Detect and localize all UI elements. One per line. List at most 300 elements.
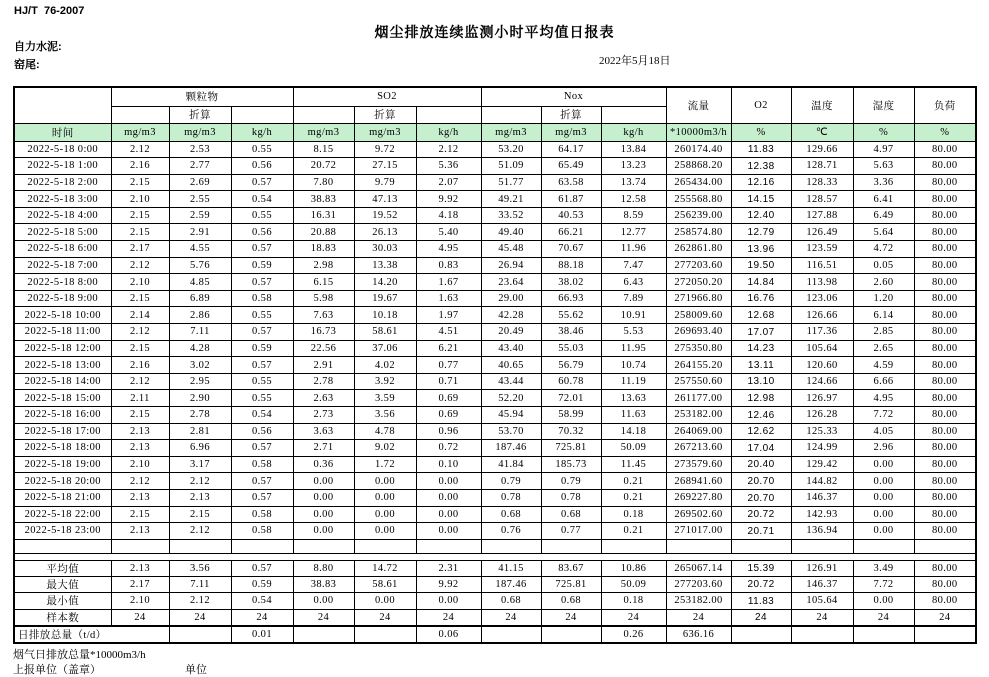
value-cell: 0.00 <box>354 523 416 540</box>
company-label: 自力水泥: <box>14 41 62 53</box>
summary-value-cell: 9.92 <box>416 577 481 593</box>
table-row <box>14 207 976 224</box>
value-cell: 1.63 <box>416 290 481 307</box>
value-cell: 256239.00 <box>666 207 731 224</box>
value-cell: 80.00 <box>914 207 976 224</box>
daily-total-cell <box>791 626 853 643</box>
summary-value-cell: 8.80 <box>293 560 354 576</box>
value-cell: 187.46 <box>481 440 541 457</box>
value-cell: 0.57 <box>231 324 293 341</box>
blank-cell <box>354 539 416 553</box>
unit-cell: mg/m3 <box>293 123 354 141</box>
value-cell: 2.15 <box>111 340 169 357</box>
value-cell: 0.00 <box>853 473 914 490</box>
value-cell: 12.38 <box>731 158 791 175</box>
value-cell: 0.05 <box>853 257 914 274</box>
value-cell: 105.64 <box>791 340 853 357</box>
value-cell: 14.18 <box>601 423 666 440</box>
table-row <box>14 456 976 473</box>
value-cell: 0.00 <box>416 506 481 523</box>
value-cell: 2.13 <box>111 423 169 440</box>
blank-cell <box>14 539 111 553</box>
value-cell: 52.20 <box>481 390 541 407</box>
value-cell: 2.98 <box>293 257 354 274</box>
value-cell: 6.14 <box>853 307 914 324</box>
summary-value-cell: 24 <box>169 609 231 626</box>
value-cell: 2.13 <box>111 523 169 540</box>
value-cell: 0.56 <box>231 158 293 175</box>
converted-header-so2: 折算 <box>354 106 416 123</box>
value-cell: 0.10 <box>416 456 481 473</box>
value-cell: 0.57 <box>231 440 293 457</box>
header-row-groups <box>14 87 976 106</box>
value-cell: 260174.40 <box>666 141 731 158</box>
value-cell: 80.00 <box>914 407 976 424</box>
col-header-o2: O2 <box>731 87 791 123</box>
summary-value-cell: 24 <box>111 609 169 626</box>
value-cell: 29.00 <box>481 290 541 307</box>
table-row <box>14 307 976 324</box>
value-cell: 2.77 <box>169 158 231 175</box>
summary-value-cell: 0.68 <box>481 593 541 609</box>
value-cell: 185.73 <box>541 456 601 473</box>
daily-total-row <box>14 626 976 643</box>
value-cell: 275350.80 <box>666 340 731 357</box>
summary-value-cell: 2.13 <box>111 560 169 576</box>
value-cell: 0.57 <box>231 274 293 291</box>
value-cell: 0.57 <box>231 174 293 191</box>
value-cell: 2.78 <box>293 373 354 390</box>
value-cell: 129.42 <box>791 456 853 473</box>
blank-row <box>14 539 976 553</box>
value-cell: 61.87 <box>541 191 601 208</box>
value-cell: 26.13 <box>354 224 416 241</box>
table-row <box>14 390 976 407</box>
value-cell: 0.57 <box>231 489 293 506</box>
value-cell: 0.18 <box>601 506 666 523</box>
summary-value-cell: 2.10 <box>111 593 169 609</box>
value-cell: 80.00 <box>914 290 976 307</box>
value-cell: 0.21 <box>601 473 666 490</box>
value-cell: 2.59 <box>169 207 231 224</box>
value-cell: 0.55 <box>231 141 293 158</box>
daily-total-cell <box>354 626 416 643</box>
unit-cell: % <box>853 123 914 141</box>
value-cell: 0.56 <box>231 423 293 440</box>
table-row <box>14 357 976 374</box>
value-cell: 22.56 <box>293 340 354 357</box>
value-cell: 20.71 <box>731 523 791 540</box>
unit-cell: ℃ <box>791 123 853 141</box>
value-cell: 19.67 <box>354 290 416 307</box>
value-cell: 16.76 <box>731 290 791 307</box>
value-cell: 38.46 <box>541 324 601 341</box>
summary-value-cell: 725.81 <box>541 577 601 593</box>
value-cell: 0.00 <box>416 473 481 490</box>
value-cell: 3.17 <box>169 456 231 473</box>
summary-value-cell: 14.72 <box>354 560 416 576</box>
value-cell: 2.95 <box>169 373 231 390</box>
value-cell: 33.52 <box>481 207 541 224</box>
table-row <box>14 274 976 291</box>
value-cell: 80.00 <box>914 324 976 341</box>
value-cell: 4.72 <box>853 241 914 258</box>
value-cell: 0.00 <box>293 489 354 506</box>
value-cell: 2.17 <box>111 241 169 258</box>
blank-cell <box>914 539 976 553</box>
value-cell: 2.11 <box>111 390 169 407</box>
time-cell: 2022-5-18 17:00 <box>14 423 111 440</box>
value-cell: 11.83 <box>731 141 791 158</box>
value-cell: 3.36 <box>853 174 914 191</box>
value-cell: 2.15 <box>111 224 169 241</box>
value-cell: 13.38 <box>354 257 416 274</box>
subheader-spacer <box>416 106 481 123</box>
value-cell: 0.69 <box>416 390 481 407</box>
value-cell: 258009.60 <box>666 307 731 324</box>
value-cell: 0.36 <box>293 456 354 473</box>
value-cell: 2.15 <box>111 207 169 224</box>
value-cell: 12.16 <box>731 174 791 191</box>
value-cell: 40.53 <box>541 207 601 224</box>
value-cell: 128.71 <box>791 158 853 175</box>
summary-value-cell: 24 <box>731 609 791 626</box>
summary-value-cell: 24 <box>416 609 481 626</box>
value-cell: 10.91 <box>601 307 666 324</box>
value-cell: 2.10 <box>111 274 169 291</box>
col-header-humidity: 湿度 <box>853 87 914 123</box>
value-cell: 5.76 <box>169 257 231 274</box>
value-cell: 16.31 <box>293 207 354 224</box>
summary-value-cell: 253182.00 <box>666 593 731 609</box>
time-header: 时间 <box>14 123 111 141</box>
value-cell: 255568.80 <box>666 191 731 208</box>
value-cell: 8.59 <box>601 207 666 224</box>
value-cell: 0.57 <box>231 357 293 374</box>
value-cell: 129.66 <box>791 141 853 158</box>
value-cell: 0.21 <box>601 523 666 540</box>
group-header-pm: 颗粒物 <box>111 87 293 106</box>
value-cell: 13.23 <box>601 158 666 175</box>
value-cell: 5.36 <box>416 158 481 175</box>
value-cell: 128.33 <box>791 174 853 191</box>
summary-value-cell: 0.59 <box>231 577 293 593</box>
summary-value-cell: 3.49 <box>853 560 914 576</box>
unit-cell: kg/h <box>601 123 666 141</box>
value-cell: 2.13 <box>169 489 231 506</box>
time-header-spacer <box>14 87 111 123</box>
value-cell: 12.40 <box>731 207 791 224</box>
summary-value-cell: 0.68 <box>541 593 601 609</box>
value-cell: 43.44 <box>481 373 541 390</box>
value-cell: 11.63 <box>601 407 666 424</box>
summary-value-cell: 20.72 <box>731 577 791 593</box>
summary-row <box>14 560 976 576</box>
summary-value-cell: 7.72 <box>853 577 914 593</box>
value-cell: 53.20 <box>481 141 541 158</box>
value-cell: 0.00 <box>853 506 914 523</box>
value-cell: 80.00 <box>914 473 976 490</box>
value-cell: 80.00 <box>914 523 976 540</box>
summary-value-cell: 24 <box>541 609 601 626</box>
value-cell: 2.10 <box>111 191 169 208</box>
value-cell: 13.11 <box>731 357 791 374</box>
value-cell: 20.70 <box>731 473 791 490</box>
unit-cell: mg/m3 <box>541 123 601 141</box>
value-cell: 65.49 <box>541 158 601 175</box>
value-cell: 2.12 <box>111 473 169 490</box>
value-cell: 2.13 <box>111 489 169 506</box>
table-row <box>14 473 976 490</box>
table-row <box>14 290 976 307</box>
blank-cell <box>601 539 666 553</box>
value-cell: 265434.00 <box>666 174 731 191</box>
value-cell: 63.58 <box>541 174 601 191</box>
value-cell: 2.55 <box>169 191 231 208</box>
value-cell: 7.80 <box>293 174 354 191</box>
daily-total-cell: 0.06 <box>416 626 481 643</box>
value-cell: 4.02 <box>354 357 416 374</box>
time-cell: 2022-5-18 3:00 <box>14 191 111 208</box>
value-cell: 2.15 <box>111 506 169 523</box>
value-cell: 144.82 <box>791 473 853 490</box>
summary-value-cell: 24 <box>354 609 416 626</box>
unit-cell: *10000m3/h <box>666 123 731 141</box>
value-cell: 11.19 <box>601 373 666 390</box>
table-row <box>14 373 976 390</box>
value-cell: 2.15 <box>111 174 169 191</box>
value-cell: 0.69 <box>416 407 481 424</box>
value-cell: 0.68 <box>481 506 541 523</box>
header-row-units <box>14 123 976 141</box>
value-cell: 12.58 <box>601 191 666 208</box>
value-cell: 17.04 <box>731 440 791 457</box>
value-cell: 2.12 <box>169 523 231 540</box>
table-row <box>14 340 976 357</box>
value-cell: 55.62 <box>541 307 601 324</box>
time-cell: 2022-5-18 21:00 <box>14 489 111 506</box>
value-cell: 11.95 <box>601 340 666 357</box>
value-cell: 47.13 <box>354 191 416 208</box>
value-cell: 17.07 <box>731 324 791 341</box>
value-cell: 126.97 <box>791 390 853 407</box>
value-cell: 271017.00 <box>666 523 731 540</box>
value-cell: 4.05 <box>853 423 914 440</box>
value-cell: 124.99 <box>791 440 853 457</box>
table-row <box>14 158 976 175</box>
value-cell: 117.36 <box>791 324 853 341</box>
value-cell: 0.59 <box>231 340 293 357</box>
value-cell: 0.00 <box>416 523 481 540</box>
summary-label-cell: 样本数 <box>14 609 111 626</box>
time-cell: 2022-5-18 4:00 <box>14 207 111 224</box>
reporting-unit-label: 上报单位（盖章） <box>13 664 101 676</box>
value-cell: 1.97 <box>416 307 481 324</box>
unit-cell: % <box>731 123 791 141</box>
value-cell: 6.41 <box>853 191 914 208</box>
blank-cell <box>541 539 601 553</box>
value-cell: 12.98 <box>731 390 791 407</box>
value-cell: 268941.60 <box>666 473 731 490</box>
value-cell: 2.16 <box>111 158 169 175</box>
value-cell: 30.03 <box>354 241 416 258</box>
value-cell: 113.98 <box>791 274 853 291</box>
value-cell: 267213.60 <box>666 440 731 457</box>
value-cell: 80.00 <box>914 489 976 506</box>
value-cell: 4.78 <box>354 423 416 440</box>
table-row <box>14 440 976 457</box>
blank-cell <box>666 539 731 553</box>
value-cell: 38.83 <box>293 191 354 208</box>
value-cell: 3.63 <box>293 423 354 440</box>
value-cell: 9.79 <box>354 174 416 191</box>
value-cell: 8.15 <box>293 141 354 158</box>
value-cell: 12.46 <box>731 407 791 424</box>
page-title: 烟尘排放连续监测小时平均值日报表 <box>374 24 615 40</box>
value-cell: 43.40 <box>481 340 541 357</box>
summary-value-cell: 24 <box>231 609 293 626</box>
value-cell: 258574.80 <box>666 224 731 241</box>
unit-cell: mg/m3 <box>111 123 169 141</box>
value-cell: 41.84 <box>481 456 541 473</box>
value-cell: 2.60 <box>853 274 914 291</box>
summary-value-cell: 24 <box>791 609 853 626</box>
table-row <box>14 407 976 424</box>
summary-value-cell: 80.00 <box>914 593 976 609</box>
summary-value-cell: 0.00 <box>293 593 354 609</box>
value-cell: 2.07 <box>416 174 481 191</box>
time-cell: 2022-5-18 11:00 <box>14 324 111 341</box>
daily-total-cell <box>481 626 541 643</box>
daily-total-cell <box>169 626 231 643</box>
daily-total-cell: 0.01 <box>231 626 293 643</box>
blank-cell <box>791 539 853 553</box>
time-cell: 2022-5-18 13:00 <box>14 357 111 374</box>
value-cell: 13.96 <box>731 241 791 258</box>
summary-row <box>14 609 976 626</box>
value-cell: 2.69 <box>169 174 231 191</box>
value-cell: 80.00 <box>914 357 976 374</box>
summary-value-cell: 146.37 <box>791 577 853 593</box>
value-cell: 264155.20 <box>666 357 731 374</box>
unit-cell: mg/m3 <box>481 123 541 141</box>
summary-value-cell: 0.00 <box>853 593 914 609</box>
value-cell: 80.00 <box>914 241 976 258</box>
value-cell: 0.83 <box>416 257 481 274</box>
time-cell: 2022-5-18 8:00 <box>14 274 111 291</box>
value-cell: 1.72 <box>354 456 416 473</box>
value-cell: 261177.00 <box>666 390 731 407</box>
value-cell: 38.02 <box>541 274 601 291</box>
value-cell: 70.32 <box>541 423 601 440</box>
value-cell: 2.12 <box>111 324 169 341</box>
value-cell: 0.77 <box>416 357 481 374</box>
table-row <box>14 174 976 191</box>
value-cell: 0.21 <box>601 489 666 506</box>
value-cell: 3.56 <box>354 407 416 424</box>
time-cell: 2022-5-18 6:00 <box>14 241 111 258</box>
value-cell: 14.15 <box>731 191 791 208</box>
value-cell: 272050.20 <box>666 274 731 291</box>
summary-value-cell: 80.00 <box>914 577 976 593</box>
value-cell: 2.53 <box>169 141 231 158</box>
value-cell: 13.74 <box>601 174 666 191</box>
value-cell: 23.64 <box>481 274 541 291</box>
value-cell: 0.00 <box>853 456 914 473</box>
value-cell: 14.23 <box>731 340 791 357</box>
summary-label-cell: 最大值 <box>14 577 111 593</box>
value-cell: 2.86 <box>169 307 231 324</box>
table-row <box>14 191 976 208</box>
value-cell: 3.02 <box>169 357 231 374</box>
summary-value-cell: 0.00 <box>354 593 416 609</box>
value-cell: 5.53 <box>601 324 666 341</box>
value-cell: 0.78 <box>481 489 541 506</box>
summary-value-cell: 83.67 <box>541 560 601 576</box>
summary-value-cell: 265067.14 <box>666 560 731 576</box>
time-cell: 2022-5-18 23:00 <box>14 523 111 540</box>
summary-value-cell: 277203.60 <box>666 577 731 593</box>
unit-label: 单位 <box>185 664 207 676</box>
daily-total-cell <box>914 626 976 643</box>
value-cell: 0.00 <box>293 506 354 523</box>
value-cell: 1.20 <box>853 290 914 307</box>
value-cell: 45.94 <box>481 407 541 424</box>
value-cell: 271966.80 <box>666 290 731 307</box>
value-cell: 20.49 <box>481 324 541 341</box>
value-cell: 269502.60 <box>666 506 731 523</box>
value-cell: 53.70 <box>481 423 541 440</box>
value-cell: 5.40 <box>416 224 481 241</box>
value-cell: 7.63 <box>293 307 354 324</box>
summary-value-cell: 7.11 <box>169 577 231 593</box>
subheader-spacer <box>481 106 541 123</box>
value-cell: 0.55 <box>231 307 293 324</box>
value-cell: 0.54 <box>231 407 293 424</box>
flue-gas-total-label: 烟气日排放总量*10000m3/h <box>13 649 146 661</box>
value-cell: 120.60 <box>791 357 853 374</box>
value-cell: 0.00 <box>293 473 354 490</box>
value-cell: 56.79 <box>541 357 601 374</box>
daily-total-cell <box>293 626 354 643</box>
value-cell: 269693.40 <box>666 324 731 341</box>
value-cell: 7.89 <box>601 290 666 307</box>
value-cell: 0.79 <box>481 473 541 490</box>
value-cell: 0.72 <box>416 440 481 457</box>
value-cell: 42.28 <box>481 307 541 324</box>
subheader-spacer <box>231 106 293 123</box>
summary-value-cell: 0.57 <box>231 560 293 576</box>
value-cell: 0.00 <box>354 473 416 490</box>
gap-cell <box>14 553 976 560</box>
value-cell: 126.28 <box>791 407 853 424</box>
value-cell: 0.71 <box>416 373 481 390</box>
value-cell: 80.00 <box>914 340 976 357</box>
summary-value-cell: 50.09 <box>601 577 666 593</box>
value-cell: 12.77 <box>601 224 666 241</box>
summary-value-cell: 3.56 <box>169 560 231 576</box>
converted-header-nox: 折算 <box>541 106 601 123</box>
value-cell: 273579.60 <box>666 456 731 473</box>
value-cell: 2.15 <box>169 506 231 523</box>
value-cell: 4.97 <box>853 141 914 158</box>
summary-value-cell: 126.91 <box>791 560 853 576</box>
value-cell: 0.00 <box>853 489 914 506</box>
value-cell: 55.03 <box>541 340 601 357</box>
blank-cell <box>231 539 293 553</box>
value-cell: 6.21 <box>416 340 481 357</box>
summary-value-cell: 24 <box>293 609 354 626</box>
